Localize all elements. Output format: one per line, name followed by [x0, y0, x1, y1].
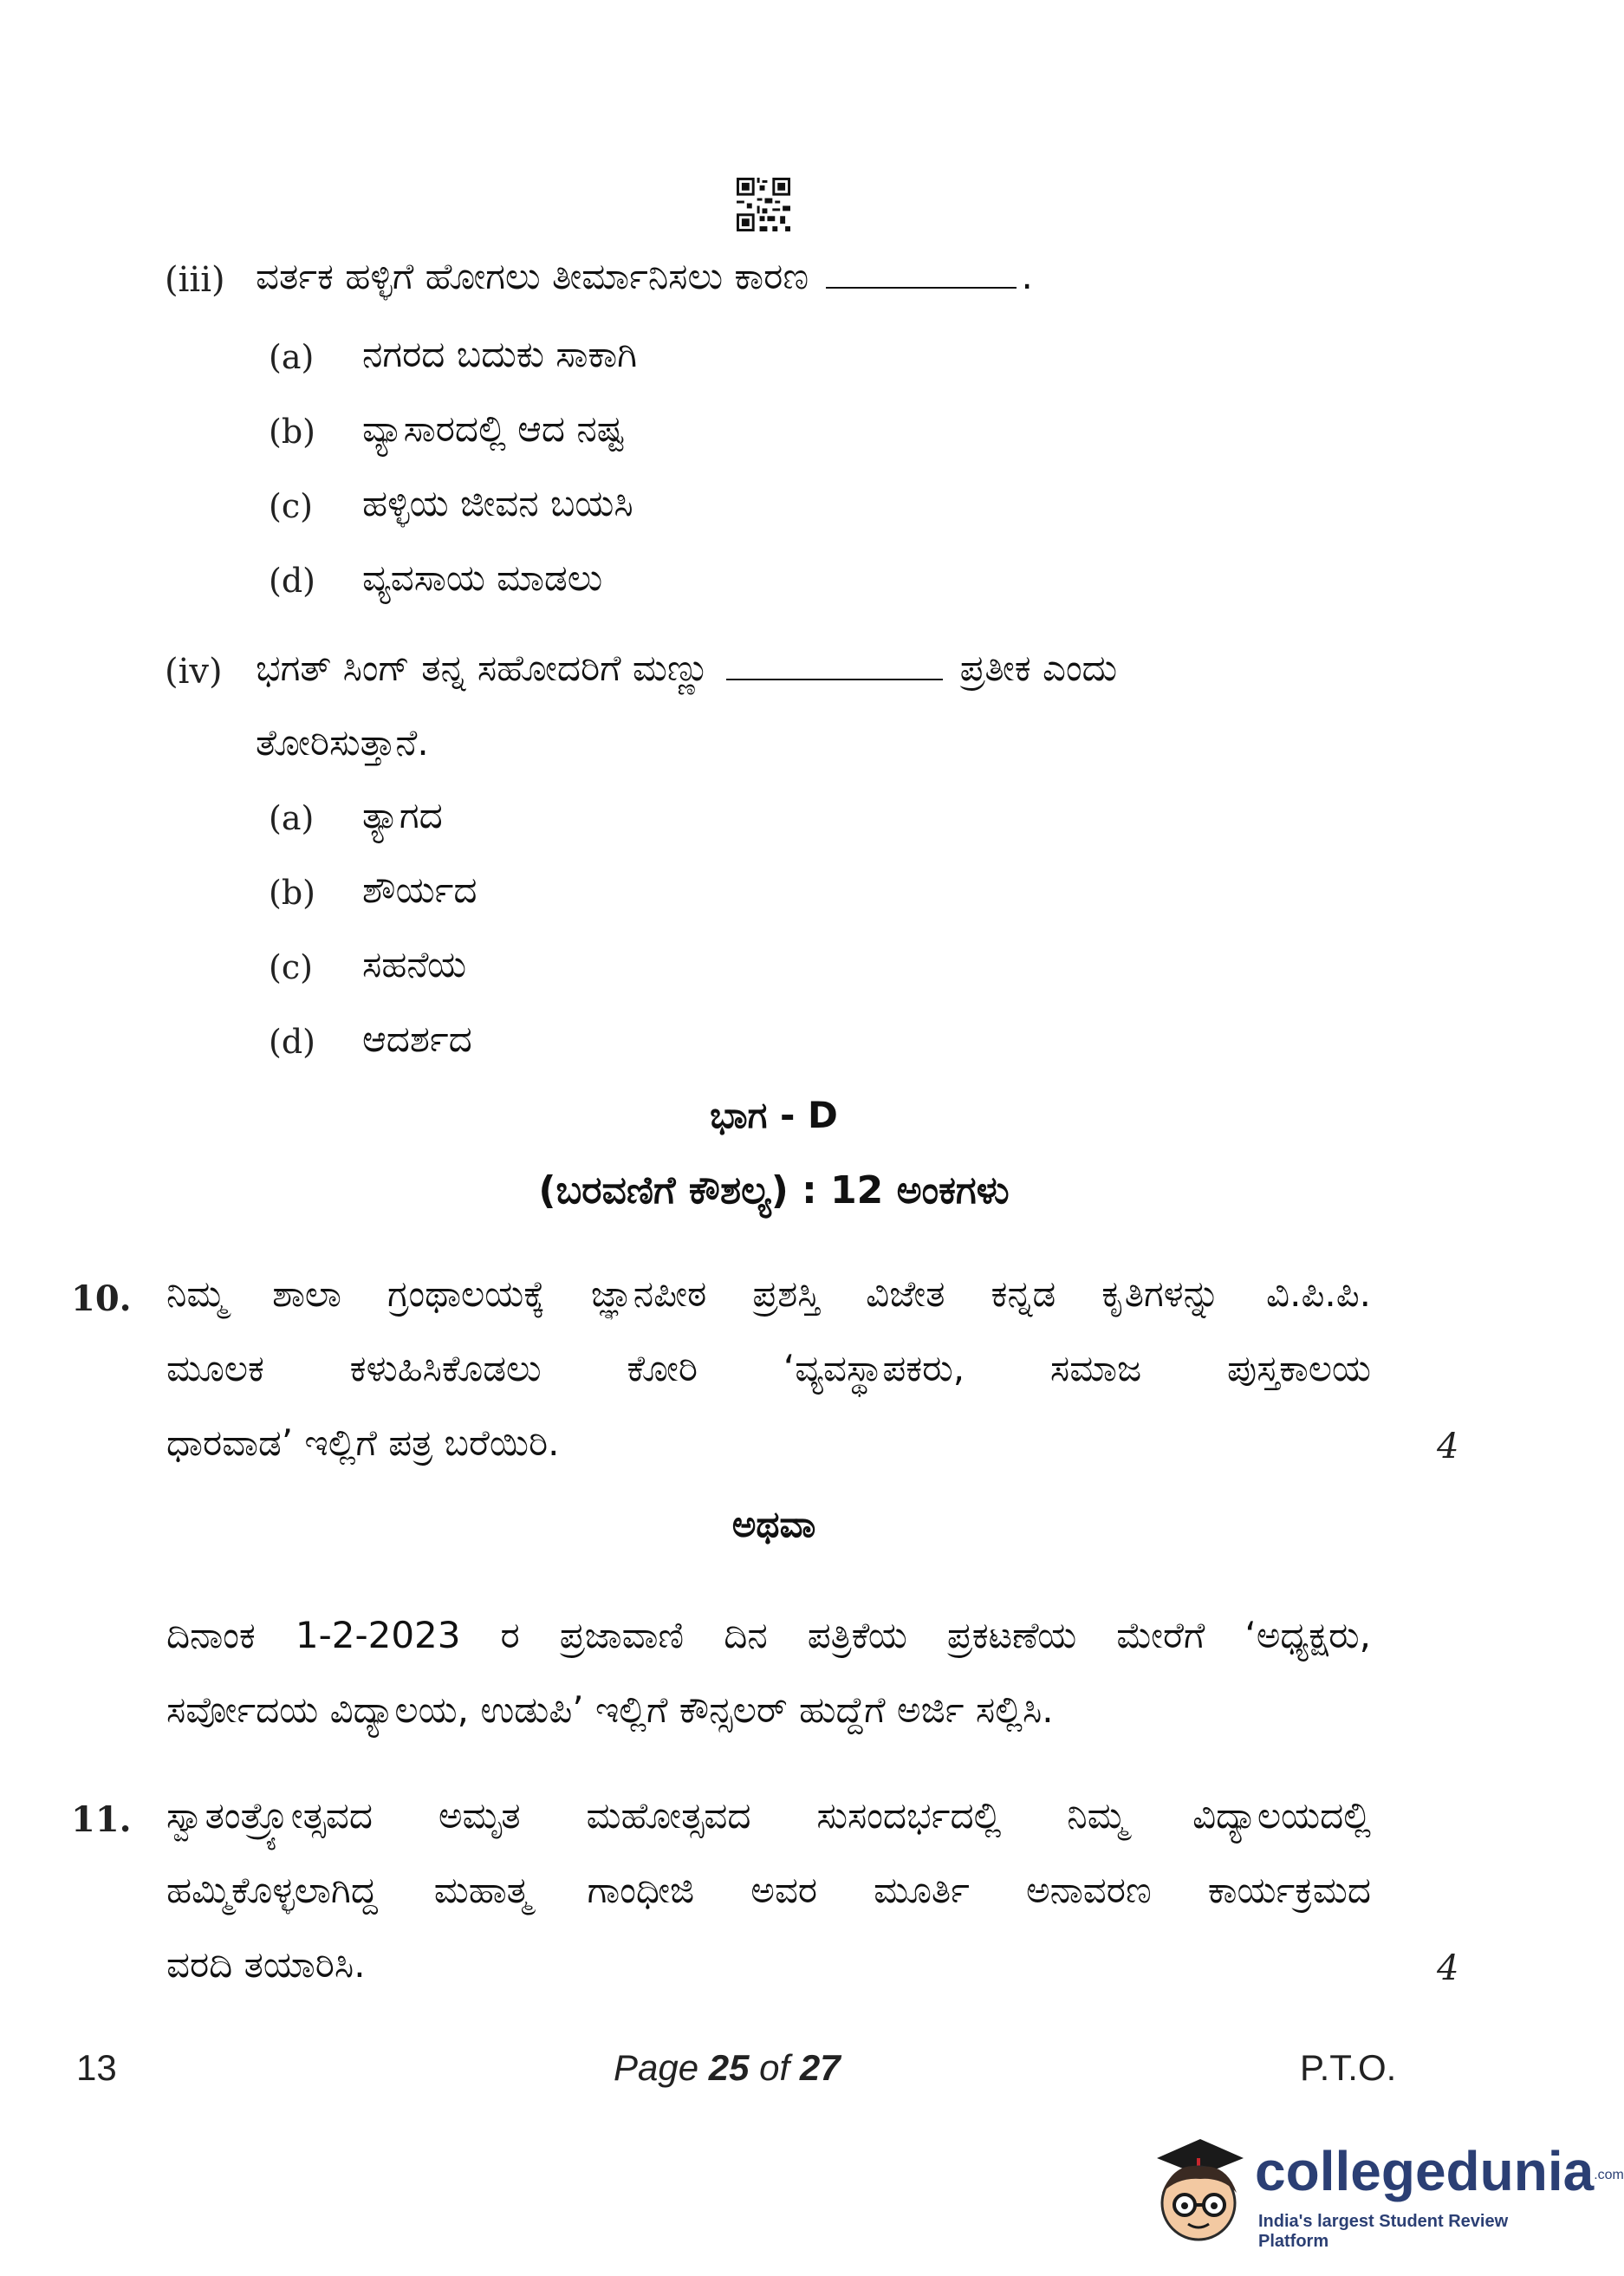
option-text: ವ್ಯಾಸಾರದಲ್ಲಿ ಆದ ನಷ್ಟ	[362, 407, 625, 450]
option-letter: (c)	[269, 948, 313, 986]
question-10-line: ಧಾರವಾಡ’ ಇಲ್ಲಿಗೆ ಪತ್ರ ಬರೆಯಿರಿ.	[166, 1421, 560, 1464]
question-11-line: ಹಮ್ಮಿಕೊಳ್ಳಲಾಗಿದ್ದ ಮಹಾತ್ಮ ಗಾಂಧೀಜಿ ಅವರ ಮೂರ್ತಿ ಅನಾವರಣ ಕಾರ್ಯಕ್ರಮದ	[166, 1869, 1371, 1911]
student-mascot-icon	[1140, 2123, 1252, 2253]
question-iv-text-line2: ತೋರಿಸುತ್ತಾನೆ.	[256, 721, 429, 764]
section-title: ಭಾಗ - D	[710, 1094, 838, 1136]
brand-tagline: India's largest Student Review Platform	[1258, 2212, 1509, 2251]
question-10-alt-line: ಸರ್ವೋದಯ ವಿದ್ಯಾಲಯ, ಉಡುಪಿ’ ಇಲ್ಲಿಗೆ ಕೌನ್ಸಲರ್ ಹುದ್ದೆಗೆ ಅರ್ಜಿ ಸಲ್ಲಿಸಿ.	[166, 1688, 1054, 1731]
option-text: ಹಳ್ಳಿಯ ಜೀವನ ಬಯಸಿ	[362, 482, 633, 524]
question-iii-tail: .	[1021, 255, 1033, 297]
question-iv-text	[256, 647, 1117, 690]
option-letter: (b)	[269, 413, 315, 451]
question-11-line: ಸ್ವಾತಂತ್ರ್ಯೋತ್ಸವದ ಅಮೃತ ಮಹೋತ್ಸವದ ಸುಸಂದರ್ಭದಲ್ಲಿ ನಿಮ್ಮ ವಿದ್ಯಾಲಯದಲ್ಲಿ	[166, 1794, 1371, 1837]
marks-label: 4	[1437, 1427, 1459, 1466]
option-text: ಶೌರ್ಯದ	[362, 868, 477, 911]
brand-name: collegedunia	[1255, 2140, 1595, 2202]
option-text: ತ್ಯಾಗದ	[362, 794, 443, 836]
question-iii-text	[256, 255, 1033, 298]
question-10-alt-line: ದಿನಾಂಕ 1-2-2023 ರ ಪ್ರಜಾವಾಣಿ ದಿನ ಪತ್ರಿಕೆಯ ಪ್ರಕಟಣೆಯ ಮೇರೆಗೆ ‘ಅಧ್ಯಕ್ಷರು,	[166, 1614, 1371, 1656]
answer-blank	[826, 278, 1017, 289]
question-11-line: ವರದಿ ತಯಾರಿಸಿ.	[166, 1943, 366, 1986]
marks-label: 4	[1437, 1948, 1459, 1988]
option-text: ಸಹನೆಯ	[362, 943, 467, 985]
or-divider-label: ಅಥವಾ	[731, 1503, 816, 1545]
page-total: 27	[799, 2047, 841, 2088]
option-text: ಆದರ್ಶದ	[362, 1018, 472, 1060]
question-iii-label: (iii)	[165, 260, 225, 300]
option-letter: (d)	[269, 1023, 315, 1061]
section-subtitle: (ಬರವಣಿಗೆ ಕೌಶಲ್ಯ) : 12 ಅಂಕಗಳು	[538, 1168, 1010, 1213]
page-prefix: Page	[614, 2047, 709, 2088]
question-11-number: 11.	[71, 1799, 132, 1840]
option-letter: (d)	[269, 562, 315, 600]
option-text: ನಗರದ ಬದುಕು ಸಾಕಾಗಿ	[362, 333, 638, 375]
question-iv-label: (iv)	[165, 652, 223, 692]
answer-blank	[726, 670, 943, 680]
question-10-number: 10.	[71, 1278, 132, 1319]
question-10-line: ನಿಮ್ಮ ಶಾಲಾ ಗ್ರಂಥಾಲಯಕ್ಕೆ ಜ್ಞಾನಪೀಠ ಪ್ರಶಸ್ತಿ ವಿಜೇತ ಕನ್ನಡ ಕೃತಿಗಳನ್ನು ವಿ.ಪಿ.ಪಿ.	[166, 1272, 1371, 1315]
option-text: ವ್ಯವಸಾಯ ಮಾಡಲು	[362, 556, 603, 599]
option-letter: (b)	[269, 874, 315, 912]
question-iv-stem-end: ಪ್ರತೀಕ ಎಂದು	[959, 647, 1118, 689]
question-10-line: ಮೂಲಕ ಕಳುಹಿಸಿಕೊಡಲು ಕೋರಿ ‘ವ್ಯವಸ್ಥಾಪಕರು, ಸಮಾಜ ಪುಸ್ತಕಾಲಯ	[166, 1347, 1371, 1389]
option-letter: (a)	[269, 799, 315, 837]
page-mid: of	[749, 2047, 800, 2088]
page-current: 25	[708, 2047, 750, 2088]
qr-code-icon	[737, 178, 790, 231]
question-iii-stem: ವರ್ತಕ ಹಳ್ಳಿಗೆ ಹೋಗಲು ತೀರ್ಮಾನಿಸಲು ಕಾರಣ	[256, 255, 809, 297]
option-letter: (c)	[269, 487, 313, 525]
question-iv-stem: ಭಗತ್ ಸಿಂಗ್ ತನ್ನ ಸಹೋದರಿಗೆ ಮಣ್ಣು	[256, 647, 710, 689]
footer-code: 13	[76, 2047, 117, 2088]
brand-suffix: .com	[1594, 2168, 1624, 2183]
pto-label: P.T.O.	[1300, 2047, 1397, 2088]
option-letter: (a)	[269, 338, 315, 376]
page-number	[614, 2047, 841, 2089]
brand-logo-text	[1255, 2139, 1624, 2203]
